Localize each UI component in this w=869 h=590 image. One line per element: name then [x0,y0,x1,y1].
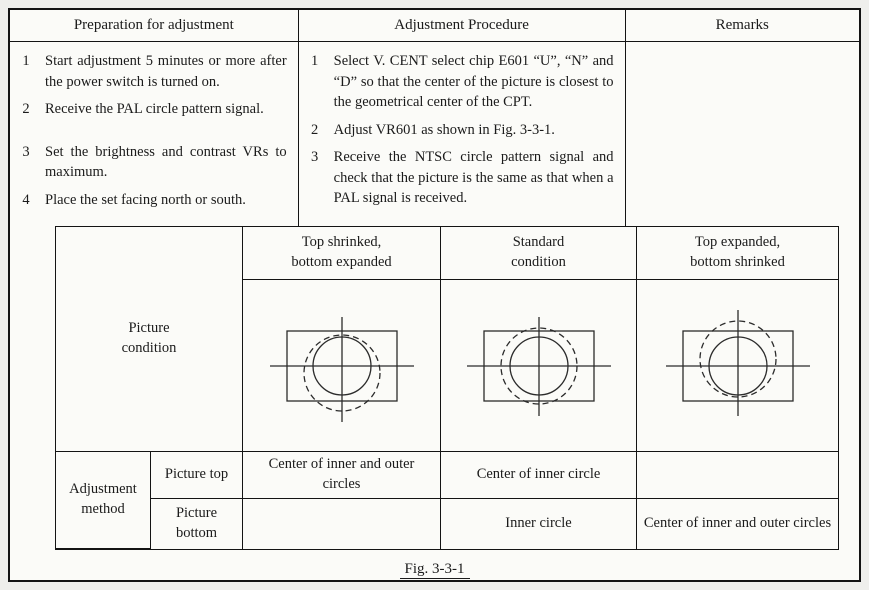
picture-bottom-cell-1 [243,499,441,549]
preparation-step [18,142,290,183]
step-text: Place the set facing north or south. [45,191,246,208]
preparation-cell [10,42,299,226]
header-line: Standard [512,234,565,251]
step-text: Receive the PAL circle pattern signal. [45,101,264,118]
header-line: bottom expanded [291,254,392,270]
adjustment-method-label-cell [56,452,151,549]
step-text: Start adjustment 5 minutes or more after the power switch is turned on. [45,53,287,90]
condition-header-top-expanded [637,227,838,280]
procedure-step [307,51,617,113]
step-number: 1 [311,53,319,69]
picture-condition-label-cell [56,227,243,452]
picture-diagram-standard-icon [442,282,636,450]
adjustment-table [10,10,859,226]
preparation-step [18,190,290,211]
picture-bottom-cell-2: Inner circle [441,499,637,549]
diagram-cell-top-shrinked [243,280,441,452]
preparation-step [18,99,290,120]
header-preparation: Preparation for adjustment [10,10,299,42]
document-page [8,8,861,582]
header-line: Top shrinked, [301,234,382,251]
step-number: 2 [22,101,30,118]
header-line: bottom shrinked [690,254,785,270]
diagram-cell-top-expanded [637,280,838,452]
figure-caption [10,561,859,578]
condition-header-top-shrinked [243,227,441,280]
step-text: Adjust VR601 as shown in Fig. 3-3-1. [333,121,555,138]
adjustment-method-label: Adjustment method [69,481,137,517]
diagram-cell-standard [441,280,637,452]
procedure-step [307,147,617,209]
picture-bottom-cell-3: Center of inner and outer circles [643,515,832,532]
header-line: condition [511,254,566,270]
step-number: 3 [22,143,30,160]
procedure-step [307,120,617,141]
picture-diagram-top-expanded-icon [641,282,835,450]
header-remarks: Remarks [626,10,859,42]
remarks-cell [626,42,859,226]
step-number: 2 [311,121,319,138]
header-line: Top expanded, [694,234,781,251]
picture-top-cell-3 [637,452,838,499]
procedure-cell [299,42,626,226]
picture-diagram-top-shrinked-icon [245,282,439,450]
figure-caption-text: Fig. 3-3-1 [400,561,470,579]
picture-condition-label: Picture condition [121,320,177,356]
row-label-picture-bottom: Picture bottom [151,499,243,549]
step-number: 1 [22,53,30,69]
header-procedure: Adjustment Procedure [299,10,626,42]
picture-top-cell-1: Center of inner and outer circles [243,452,441,499]
step-text: Set the brightness and contrast VRs to maximum. [45,143,287,181]
step-text: Receive the NTSC circle pattern signal and check that the picture is the same as that when a PAL signal is received. [333,149,614,207]
step-number: 3 [311,149,319,166]
condition-header-standard [441,227,637,280]
preparation-step [18,51,290,92]
step-number: 4 [22,191,30,208]
step-text: Select V. CENT select chip E601 “U”, “N” and “D” so that the center of the picture is closest to the geometrical center of the CPT. [333,53,614,111]
picture-top-cell-2: Center of inner circle [441,452,637,499]
figure-table [55,226,839,550]
row-label-picture-top: Picture top [151,452,243,499]
